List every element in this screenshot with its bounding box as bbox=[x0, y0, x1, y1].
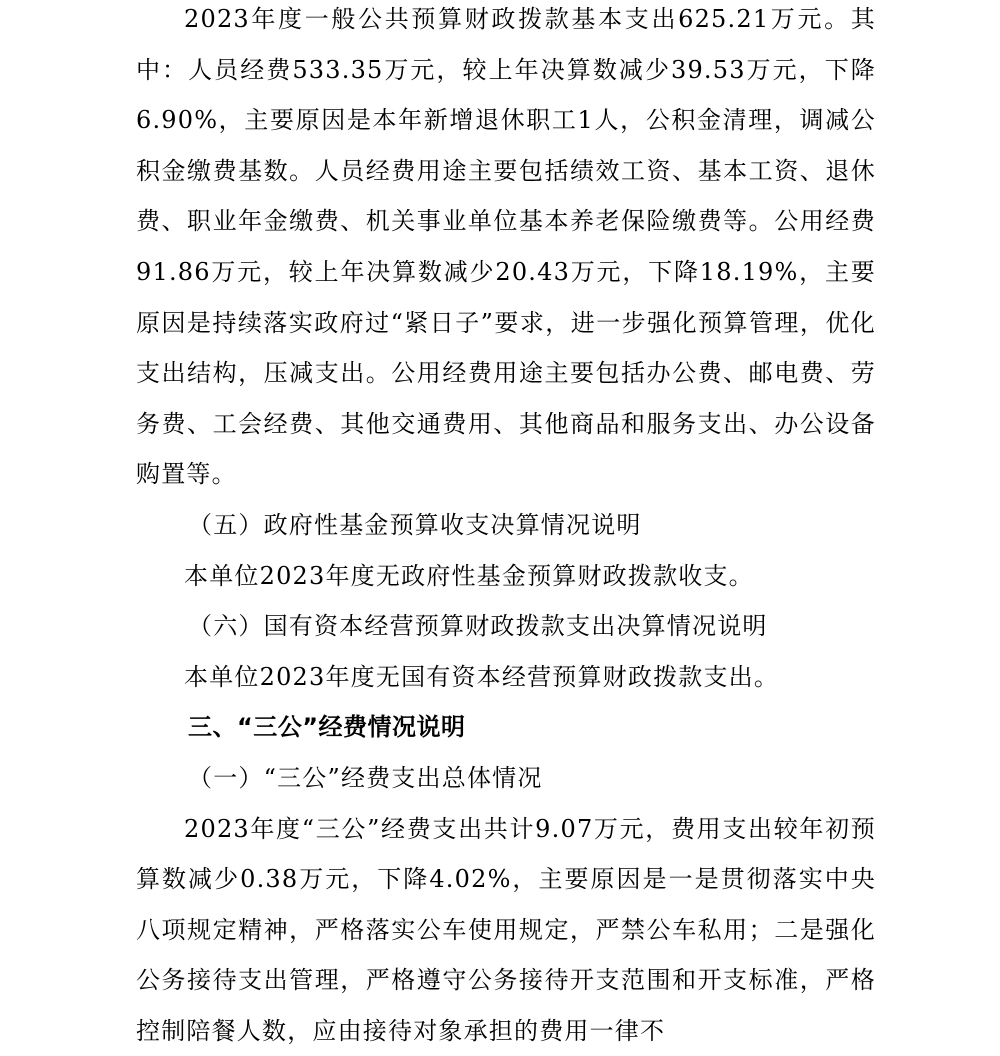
document-page bbox=[136, 0, 876, 1056]
paragraph-state-capital: 本单位2023年度无国有资本经营预算财政拨款支出。 bbox=[136, 652, 876, 703]
paragraph-government-fund: 本单位2023年度无政府性基金预算财政拨款收支。 bbox=[136, 551, 876, 602]
paragraph-three-public-overall: 2023年度“三公”经费支出共计9.07万元，费用支出较年初预算数减少0.38万元，下降4.02%，主要原因是一是贯彻落实中央八项规定精神，严格落实公车使用规定，严禁公车私用；二是强化公务接待支出管理，严格遵守公务接待开支范围和开支标准，严格控制陪餐人数，应由接待对象承担的费用一律不 bbox=[136, 804, 876, 1056]
section-heading-government-fund: （五）政府性基金预算收支决算情况说明 bbox=[136, 500, 876, 551]
chapter-heading-three-public: 三、“三公”经费情况说明 bbox=[136, 702, 876, 753]
paragraph-basic-expenditure: 2023年度一般公共预算财政拨款基本支出625.21万元。其中：人员经费533.35万元，较上年决算数减少39.53万元，下降6.90%，主要原因是本年新增退休职工1人，公积金清理，调减公积金缴费基数。人员经费用途主要包括绩效工资、基本工资、退休费、职业年金缴费、机关事业单位基本养老保险缴费等。公用经费91.86万元，较上年决算数减少20.43万元，下降18.19%，主要原因是持续落实政府过“紧日子”要求，进一步强化预算管理，优化支出结构，压减支出。公用经费用途主要包括办公费、邮电费、劳务费、工会经费、其他交通费用、其他商品和服务支出、办公设备购置等。 bbox=[136, 0, 876, 500]
section-heading-state-capital: （六）国有资本经营预算财政拨款支出决算情况说明 bbox=[136, 601, 876, 652]
section-heading-three-public-overall: （一）“三公”经费支出总体情况 bbox=[136, 753, 876, 804]
